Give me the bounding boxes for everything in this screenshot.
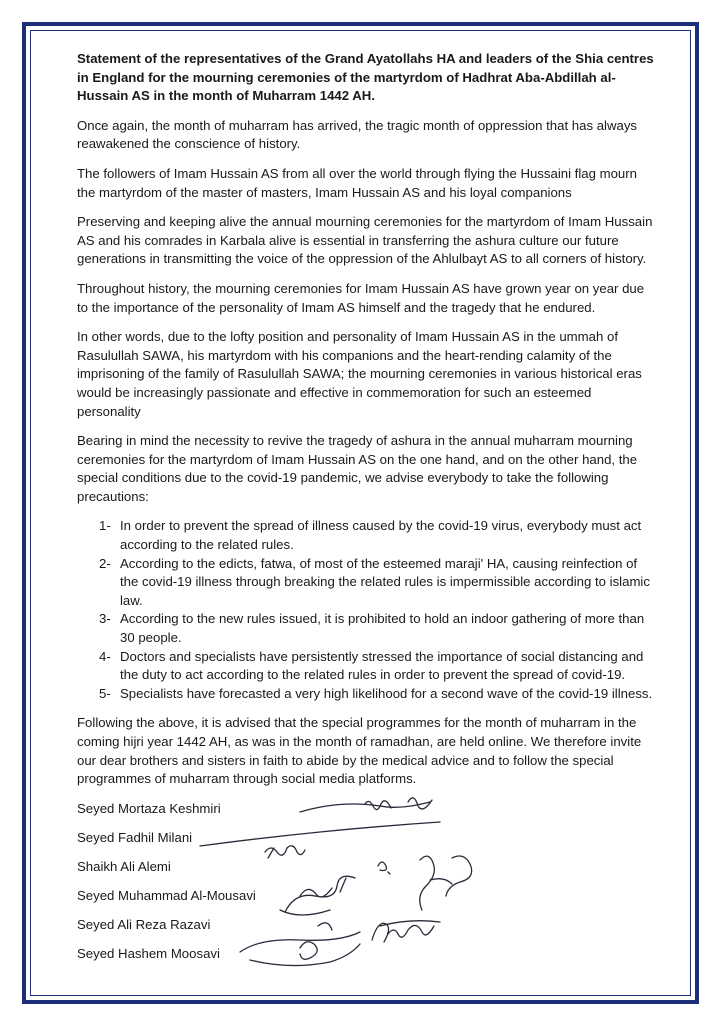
signatory-name: Seyed Ali Reza Razavi — [77, 916, 211, 932]
statement-document — [77, 50, 657, 974]
list-number: 3- — [99, 611, 111, 627]
signatory-name: Seyed Mortaza Keshmiri — [77, 800, 221, 816]
signatory-name: Seyed Muhammad Al-Mousavi — [77, 887, 256, 903]
statement-title: Statement of the representatives of the Grand Ayatollahs HA and leaders of the Shia centres in England for the mourning ceremonies of the martyrdom of Hadhrat Aba-Abdillah al-Hussain AS in the month of Muharram 1442 AH. — [77, 51, 654, 104]
list-item — [99, 555, 657, 611]
signatories-list — [77, 800, 657, 974]
list-number: 5- — [99, 685, 111, 701]
precautions-list — [77, 517, 657, 703]
signatory-name: Seyed Hashem Moosavi — [77, 945, 220, 961]
list-item — [99, 685, 657, 704]
list-text: According to the edicts, fatwa, of most of the esteemed maraji' HA, causing reinfection of the covid-19 illness through breaking the related rules is impermissible according to islamic law. — [120, 555, 650, 608]
list-text: According to the new rules issued, it is prohibited to hold an indoor gathering of more than 30 people. — [120, 611, 645, 646]
paragraph: Bearing in mind the necessity to revive the tragedy of ashura in the annual muharram mourning ceremonies for the martyrdom of Imam Hussain AS on the one hand, and on the other hand, the special conditions due to the covid-19 pandemic, we advise everybody to take the following precautions: — [77, 433, 638, 504]
list-number: 1- — [99, 518, 111, 534]
paragraph: Throughout history, the mourning ceremonies for Imam Hussain AS have grown year on year due to the importance of the personality of Imam AS himself and the tragedy that he endured. — [77, 280, 645, 315]
paragraph: In other words, due to the lofty position and personality of Imam Hussain AS in the ummah of Rasulullah SAWA, his martyrdom with his companions and the heart-rending calamity of the imprisoning of the family of Rasulullah SAWA; the mourning ceremonies in various historical eras would be increasingly passionate and effective in commemoration for such an esteemed personality — [77, 329, 642, 419]
closing-paragraph: Following the above, it is advised that the special programmes for the month of muharram in the coming hijri year 1442 AH, as was in the month of ramadhan, are held online. We therefore invite our dear brothers and sisters in faith to abide by the medical advice and to follow the special programmes of muharram through social media platforms. — [77, 715, 642, 787]
list-item — [99, 517, 657, 554]
list-item — [99, 648, 657, 685]
list-text: In order to prevent the spread of illness caused by the covid-19 virus, everybody must act according to the related rules. — [120, 518, 642, 553]
paragraph: The followers of Imam Hussain AS from all over the world through flying the Hussaini flag mourn the martyrdom of the master of masters, Imam Hussain AS and his loyal companions — [77, 165, 637, 200]
signatory-name: Shaikh Ali Alemi — [77, 858, 171, 874]
paragraph: Preserving and keeping alive the annual mourning ceremonies for the martyrdom of Imam Hussain AS and his comrades in Karbala alive is essential in transferring the ashura culture our future generations in transmitting the voice of the oppression of the Ahlulbayt AS to all corners of history. — [77, 214, 653, 267]
list-number: 2- — [99, 555, 111, 571]
signatory-name: Seyed Fadhil Milani — [77, 829, 193, 845]
paragraph: Once again, the month of muharram has arrived, the tragic month of oppression that has always reawakened the conscience of history. — [77, 117, 638, 152]
list-text: Specialists have forecasted a very high likelihood for a second wave of the covid-19 illness. — [120, 685, 653, 701]
list-item — [99, 610, 657, 647]
list-number: 4- — [99, 648, 111, 664]
list-text: Doctors and specialists have persistently stressed the importance of social distancing and the duty to act according to the related rules in order to prevent the spread of covid-19. — [120, 648, 644, 683]
